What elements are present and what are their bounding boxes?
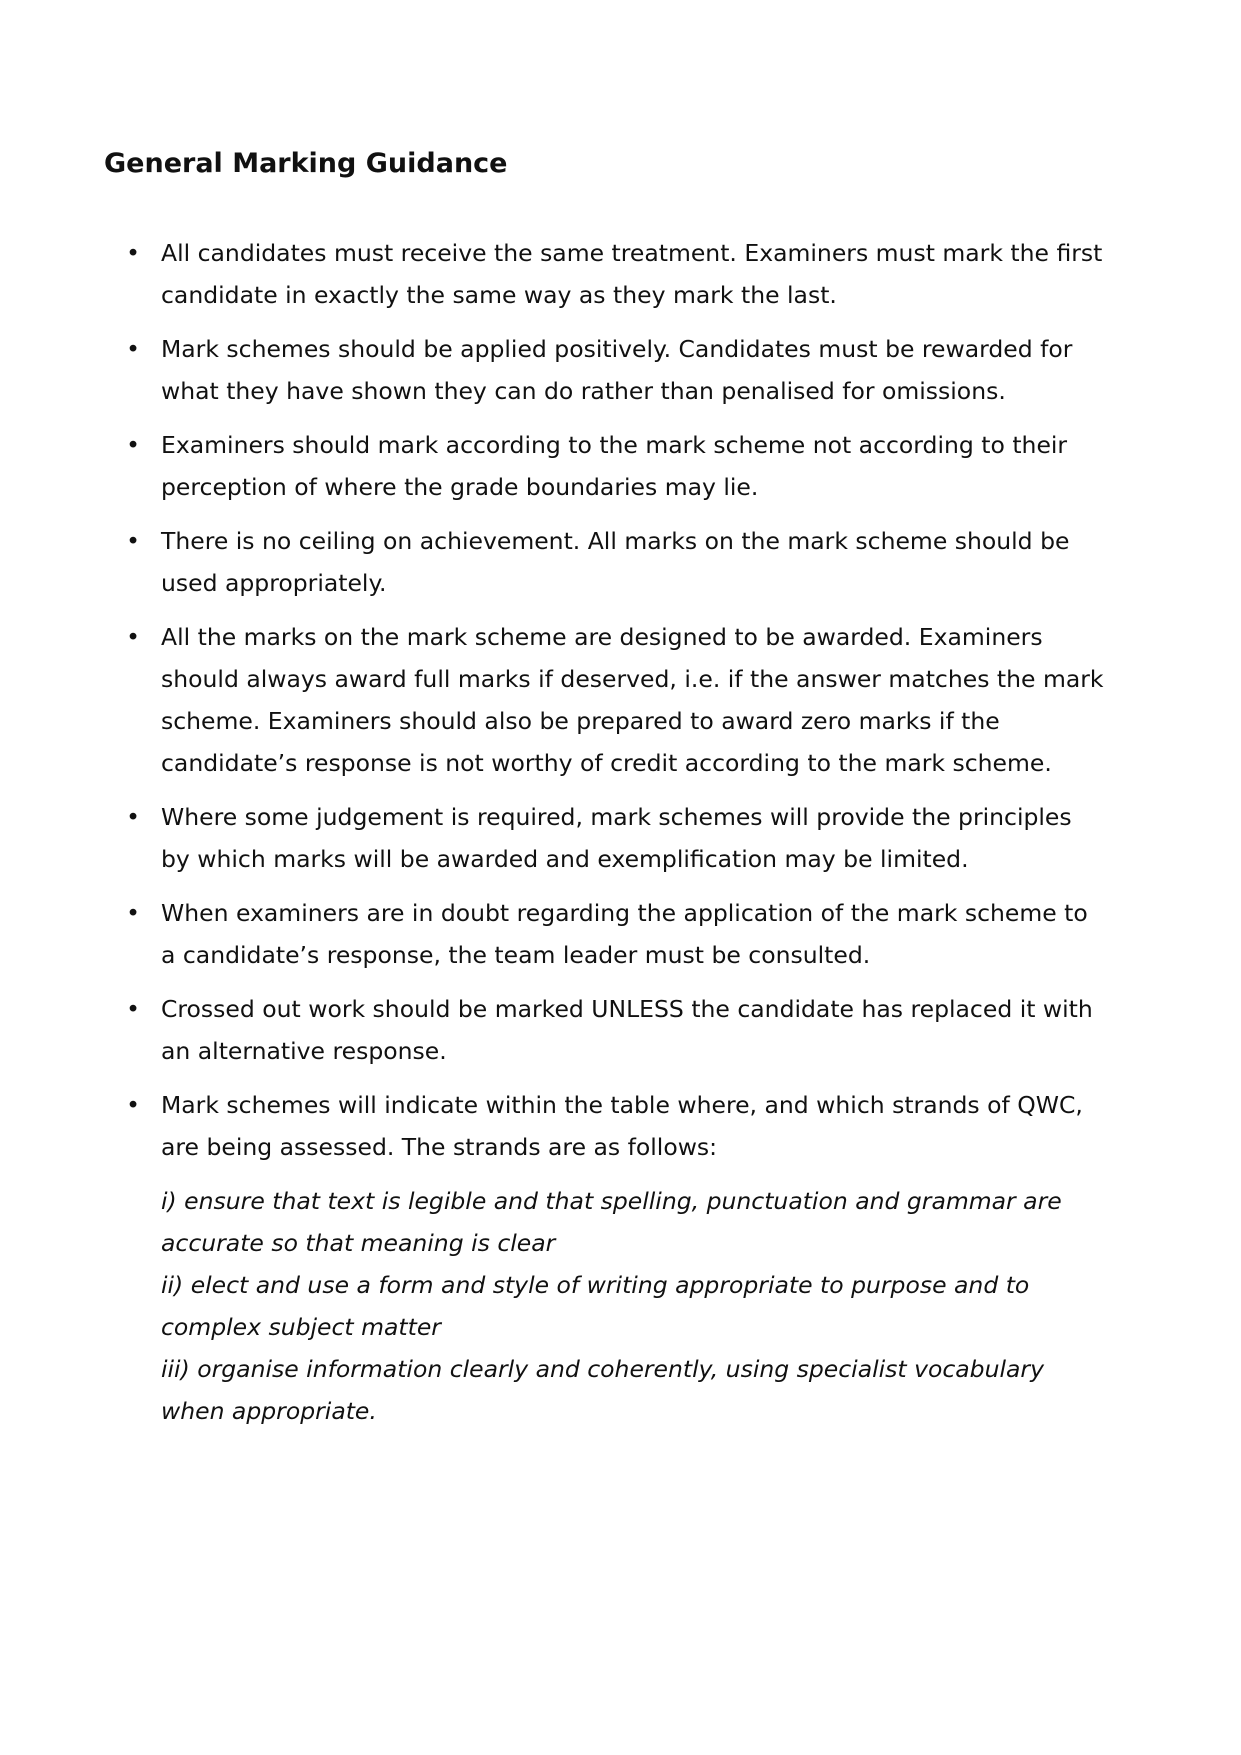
qwc-strand: iii) organise information clearly and coherently, using specialist vocabulary when appropriate. [161, 1355, 1044, 1425]
qwc-strand: ii) elect and use a form and style of writing appropriate to purpose and to complex subject matter [161, 1271, 1030, 1341]
guidance-item [0, 616, 1106, 784]
page-title: General Marking Guidance [104, 148, 508, 179]
bullet-icon: • [126, 239, 140, 267]
guidance-item [0, 520, 1106, 604]
guidance-item [0, 328, 1106, 412]
bullet-icon: • [126, 803, 140, 831]
bullet-icon: • [126, 899, 140, 927]
bullet-icon: • [126, 431, 140, 459]
guidance-text: Where some judgement is required, mark schemes will provide the principles by which marks will be awarded and exemplification may be limited. [161, 803, 1072, 873]
guidance-text: Crossed out work should be marked UNLESS the candidate has replaced it with an alternative response. [161, 995, 1093, 1065]
guidance-item [0, 1084, 1106, 1432]
guidance-text: Mark schemes should be applied positively. Candidates must be rewarded for what they have shown they can do rather than penalised for omissions. [161, 335, 1073, 405]
bullet-icon: • [126, 1091, 140, 1119]
guidance-item [0, 424, 1106, 508]
guidance-item [0, 892, 1106, 976]
qwc-strands [161, 1180, 1106, 1432]
guidance-item [0, 988, 1106, 1072]
bullet-icon: • [126, 623, 140, 651]
guidance-list [0, 232, 1241, 1444]
guidance-item [0, 232, 1106, 316]
guidance-text: Examiners should mark according to the mark scheme not according to their perception of where the grade boundaries may lie. [161, 431, 1068, 501]
guidance-text: There is no ceiling on achievement. All marks on the mark scheme should be used appropriately. [161, 527, 1070, 597]
guidance-text: All the marks on the mark scheme are designed to be awarded. Examiners should always award full marks if deserved, i.e. if the answer matches the mark scheme. Examiners should also be prepared to award zero marks if the candidate’s response is not worthy of credit according to the mark scheme. [161, 623, 1104, 777]
qwc-strand: i) ensure that text is legible and that spelling, punctuation and grammar are accurate so that meaning is clear [161, 1187, 1062, 1257]
guidance-text: All candidates must receive the same treatment. Examiners must mark the first candidate in exactly the same way as they mark the last. [161, 239, 1103, 309]
guidance-text: When examiners are in doubt regarding the application of the mark scheme to a candidate’s response, the team leader must be consulted. [161, 899, 1088, 969]
guidance-text: Mark schemes will indicate within the table where, and which strands of QWC, are being assessed. The strands are as follows: [161, 1091, 1083, 1161]
bullet-icon: • [126, 335, 140, 363]
bullet-icon: • [126, 995, 140, 1023]
guidance-item [0, 796, 1106, 880]
bullet-icon: • [126, 527, 140, 555]
